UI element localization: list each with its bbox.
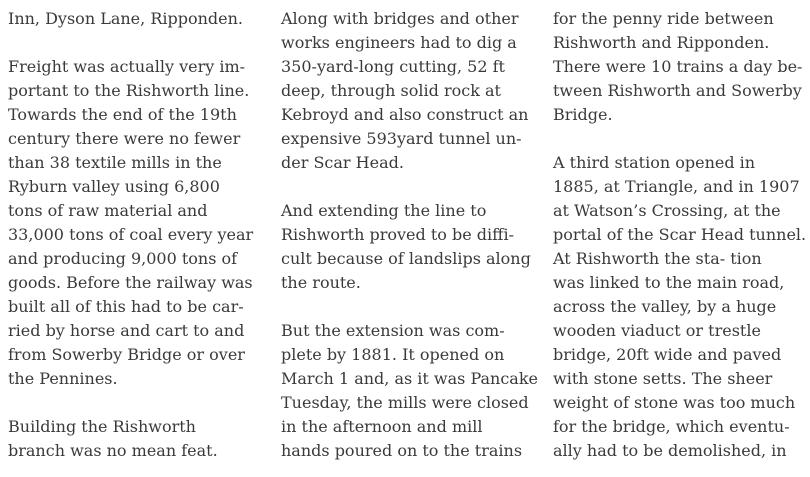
paragraph (281, 199, 537, 295)
text-line: Kebroyd and also construct an (281, 105, 529, 124)
text-line: ally had to be demolished, in (553, 441, 787, 460)
text-line: tween Rishworth and Sowerby (553, 81, 802, 100)
text-line: Rishworth and Ripponden. (553, 33, 770, 52)
text-line: the route. (281, 273, 361, 292)
text-line: deep, through solid rock at (281, 81, 501, 100)
paragraph (8, 55, 258, 391)
text-column-2 (281, 7, 537, 463)
text-line: for the bridge, which eventu- (553, 417, 790, 436)
text-line: built all of this had to be car- (8, 297, 244, 316)
text-line: Freight was actually very im- (8, 57, 246, 76)
text-line: for the penny ride between (553, 9, 774, 28)
paragraph (553, 7, 810, 127)
text-line: And extending the line to (281, 201, 487, 220)
text-line: ried by horse and cart to and (8, 321, 245, 340)
text-line: At Rishworth the sta- tion (553, 249, 762, 268)
text-line: 33,000 tons of coal every year (8, 225, 254, 244)
text-line: March 1 and, as it was Pancake (281, 369, 538, 388)
text-line: across the valley, by a huge (553, 297, 777, 316)
text-line: A third station opened in (553, 153, 756, 172)
paragraph (553, 151, 810, 463)
text-line: Along with bridges and other (281, 9, 519, 28)
text-line: Bridge. (553, 105, 613, 124)
text-line: Tuesday, the mills were closed (281, 393, 529, 412)
text-line: Building the Rishworth (8, 417, 196, 436)
text-line: tons of raw material and (8, 201, 208, 220)
text-line: than 38 textile mills in the (8, 153, 222, 172)
text-line: Towards the end of the 19th (8, 105, 237, 124)
text-column-3 (553, 7, 810, 463)
text-line: portal of the Scar Head tunnel. (553, 225, 807, 244)
text-line: 350-yard-long cutting, 52 ft (281, 57, 505, 76)
text-line: goods. Before the railway was (8, 273, 253, 292)
paragraph (8, 7, 258, 31)
text-line: the Pennines. (8, 369, 118, 388)
text-line: from Sowerby Bridge or over (8, 345, 245, 364)
text-line: hands poured on to the trains (281, 441, 523, 460)
paragraph (281, 319, 537, 463)
text-line: There were 10 trains a day be- (553, 57, 803, 76)
paragraph (8, 415, 258, 463)
text-line: bridge, 20ft wide and paved (553, 345, 782, 364)
text-line: at Watson’s Crossing, at the (553, 201, 781, 220)
text-line: Rishworth proved to be diffi- (281, 225, 515, 244)
text-line: and producing 9,000 tons of (8, 249, 238, 268)
text-line: der Scar Head. (281, 153, 404, 172)
text-line: Ryburn valley using 6,800 (8, 177, 220, 196)
text-line: But the extension was com- (281, 321, 505, 340)
text-line: portant to the Rishworth line. (8, 81, 250, 100)
text-line: weight of stone was too much (553, 393, 796, 412)
text-line: cult because of landslips along (281, 249, 531, 268)
text-line: in the afternoon and mill (281, 417, 483, 436)
text-line: branch was no mean feat. (8, 441, 218, 460)
text-line: century there were no fewer (8, 129, 241, 148)
text-line: was linked to the main road, (553, 273, 785, 292)
text-line: works engineers had to dig a (281, 33, 517, 52)
text-line: expensive 593yard tunnel un- (281, 129, 522, 148)
text-line: 1885, at Triangle, and in 1907 (553, 177, 800, 196)
text-line: with stone setts. The sheer (553, 369, 773, 388)
paragraph (281, 7, 537, 175)
text-line: Inn, Dyson Lane, Ripponden. (8, 9, 243, 28)
text-column-1 (8, 7, 258, 463)
text-line: plete by 1881. It opened on (281, 345, 505, 364)
text-line: wooden viaduct or trestle (553, 321, 761, 340)
